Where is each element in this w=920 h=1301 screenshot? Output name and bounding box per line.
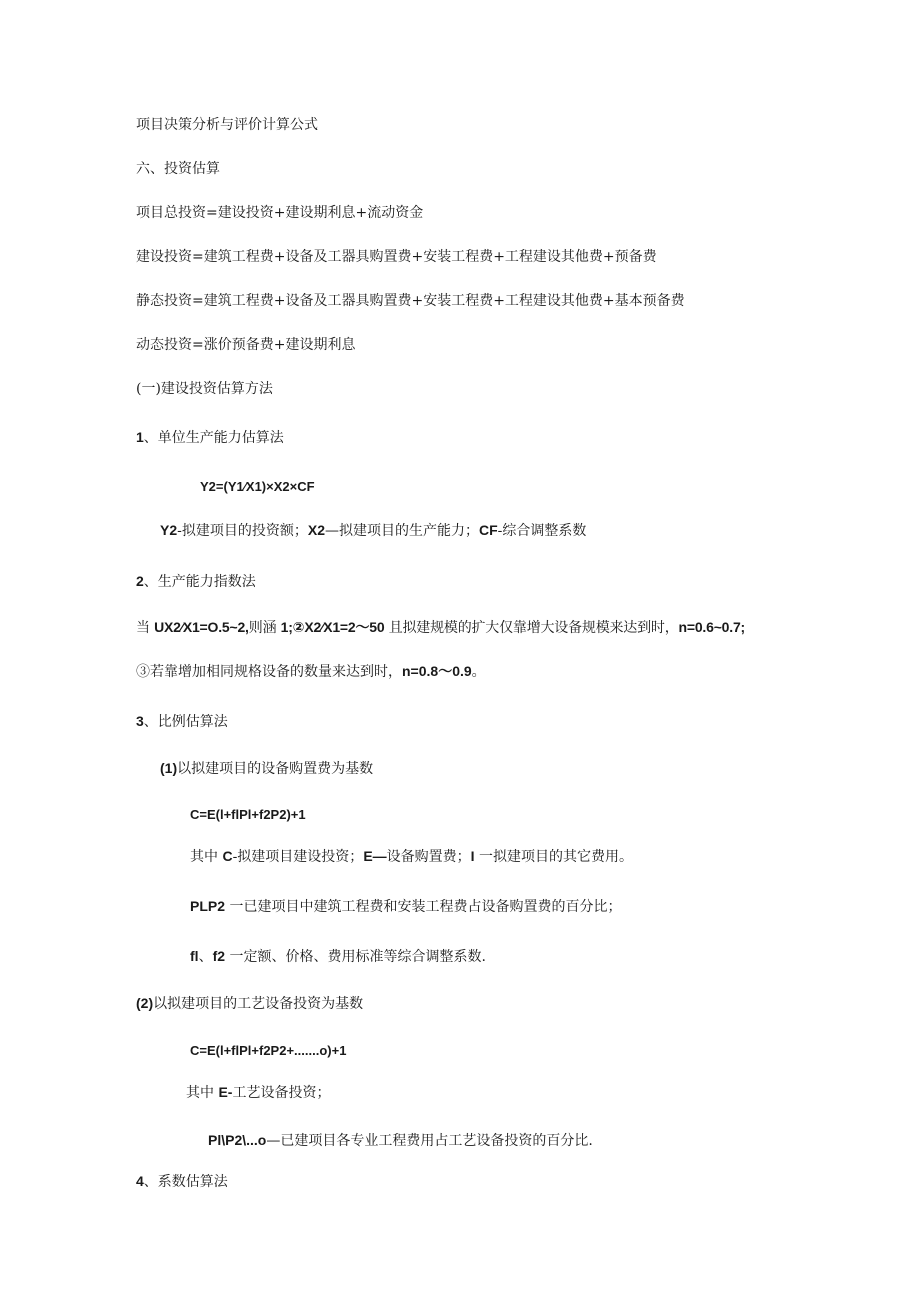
formula-static-investment: 静态投资=建筑工程费+设备及工器具购置费+安装工程费+工程建设其他费+基本预备费 (136, 293, 685, 309)
section-heading-investment-estimate: 六、投资估算 (136, 161, 220, 177)
formula-total-investment: 项目总投资=建设投资+建设期利息+流动资金 (136, 205, 424, 221)
method-3-2-note-1: 其中 E-工艺设备投资； (186, 1084, 331, 1101)
method-2-line-1: 当 UX2⁄X1=O.5~2,则涵 1;②X2⁄X1=2～50 且拟建规模的扩大仅靠增大设备规模来达到时，n=0.6~0.7; (136, 619, 746, 636)
subsection-heading: (一)建设投资估算方法 (136, 381, 273, 397)
method-number: 2 (136, 573, 144, 589)
method-number: 3 (136, 713, 144, 729)
method-title: 、系数估算法 (143, 1174, 228, 1190)
method-title: 、比例估算法 (143, 714, 228, 730)
method-3-2-heading: (2)以拟建项目的工艺设备投资为基数 (136, 995, 364, 1012)
method-4-heading (136, 1172, 228, 1191)
doc-title: 项目决策分析与评价计算公式 (136, 117, 318, 133)
method-3-1-note-1: 其中 C-拟建项目建设投资；E—设备购置费；I 一拟建项目的其它费用。 (190, 848, 633, 865)
method-3-2-note-2: Pl\P2\...o—已建项目各专业工程费用占工艺设备投资的百分比. (208, 1132, 593, 1149)
method-3-heading (136, 712, 228, 731)
method-title: 、单位生产能力估算法 (143, 430, 284, 446)
formula-dynamic-investment: 动态投资=涨价预备费+建设期利息 (136, 337, 356, 353)
method-number: 1 (136, 429, 144, 445)
method-3-1-note-2: PLP2 一已建项目中建筑工程费和安装工程费占设备购置费的百分比； (190, 898, 622, 915)
method-number: 4 (136, 1173, 144, 1189)
method-3-2-formula: C=E(l+flPl+f2P2+.......o)+1 (190, 1043, 347, 1058)
method-2-line-2: ③若靠增加相同规格设备的数量来达到时，n=0.8～0.9。 (136, 663, 486, 680)
method-title: 、生产能力指数法 (143, 574, 256, 590)
method-3-1-note-3: fl、f2 一定额、价格、费用标准等综合调整系数. (190, 948, 486, 965)
formula-construction-investment: 建设投资=建筑工程费+设备及工器具购置费+安装工程费+工程建设其他费+预备费 (136, 249, 657, 265)
method-1-note: Y2-拟建项目的投资额；X2—拟建项目的生产能力；CF-综合调整系数 (160, 522, 587, 539)
method-2-heading (136, 572, 256, 591)
method-1-heading (136, 428, 284, 447)
method-3-1-formula: C=E(l+flPl+f2P2)+1 (190, 807, 306, 822)
method-1-formula: Y2=(Y1⁄X1)×X2×CF (200, 479, 315, 494)
method-3-1-heading: (1)以拟建项目的设备购置费为基数 (160, 760, 374, 777)
